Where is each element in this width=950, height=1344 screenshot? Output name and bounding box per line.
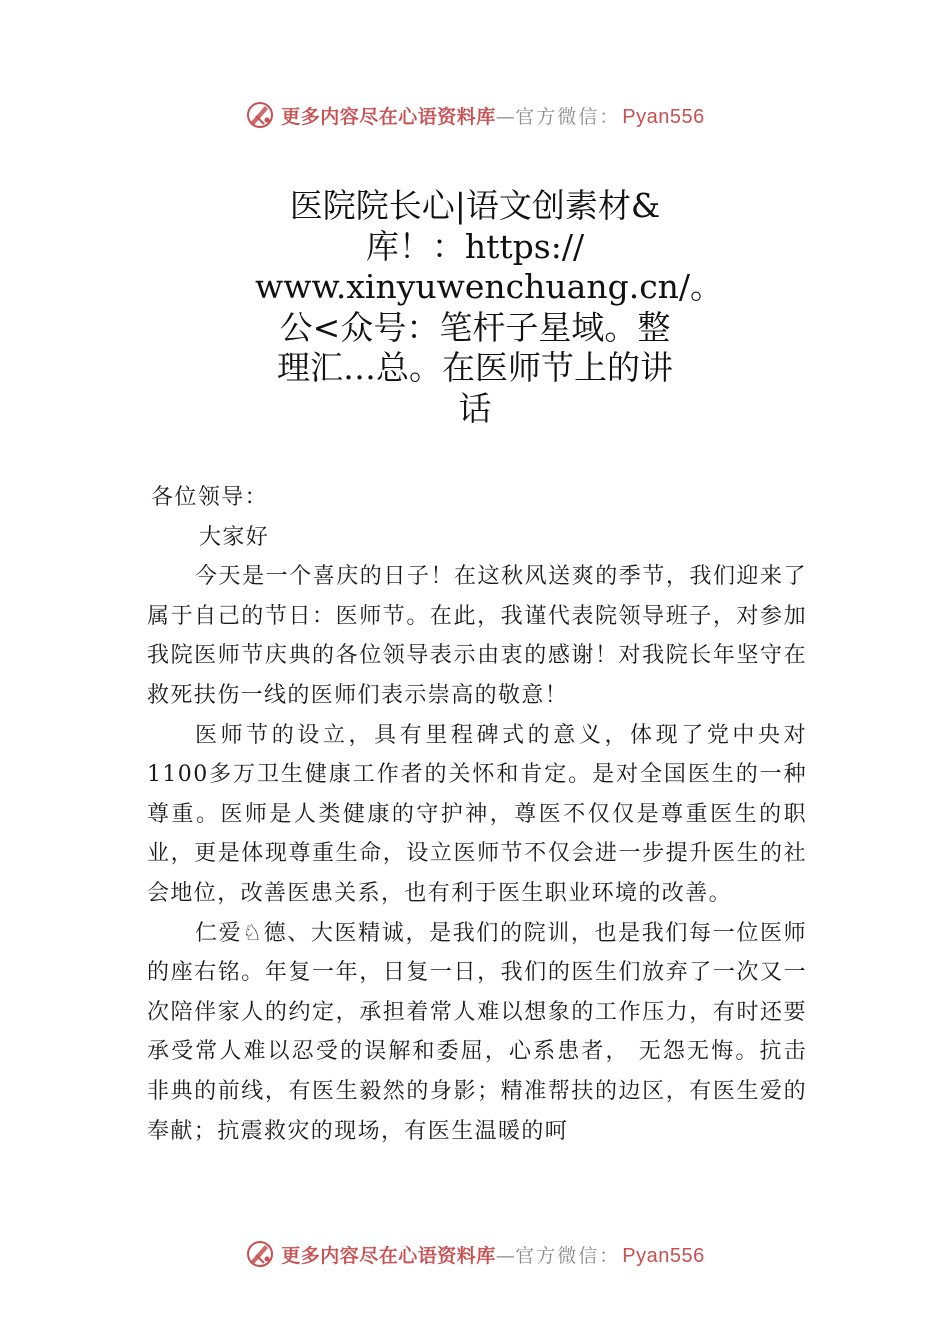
- title-line: 理汇…总。在医师节上的讲: [277, 348, 673, 387]
- watermark-separator: —: [495, 105, 516, 128]
- watermark-wechat-label: 官方微信：: [515, 105, 621, 128]
- watermark-wechat-label: 官方微信：: [515, 1244, 621, 1267]
- title-line: 医院院长心|语文创素材&: [289, 186, 661, 225]
- title-line: 话: [458, 388, 492, 428]
- title-line: 库！：https://: [365, 226, 585, 266]
- greeting: 大家好: [199, 524, 270, 550]
- salutation: 各位领导：: [151, 485, 269, 510]
- body-paragraph: 今天是一个喜庆的日子！在这秋风送爽的季节，我们迎来了属于自己的节日：医师节。在此，我谨代表院领导班子，对参加我院医师节庆典的各位领导表示由衷的感谢！对我院长年坚守在救死扶伤一线的医师们表示崇高的敬意！: [147, 564, 807, 708]
- document-title: [255, 186, 724, 429]
- title-line: www.xinyuwenchuang.cn/。: [255, 267, 724, 306]
- feather-pen-logo-icon: [245, 100, 275, 130]
- body-paragraph: 医师节的设立，具有里程碑式的意义，体现了党中央对1100多万卫生健康工作者的关怀和肯定。是对全国医生的一种尊重。医师是人类健康的守护神，尊医不仅仅是尊重医生的职业，更是体现尊重生命，设立医师节不仅会进一步提升医生的社会地位，改善医患关系，也有利于医生职业环境的改善。: [147, 722, 807, 906]
- watermark-wechat-id: Pyan556: [622, 1244, 705, 1267]
- watermark-main-text: 更多内容尽在心语资料库: [281, 1244, 496, 1267]
- watermark-main-text: 更多内容尽在心语资料库: [281, 105, 496, 128]
- body-paragraph: 仁爱♘德、大医精诚，是我们的院训，也是我们每一位医师的座右铭。年复一年，日复一日，我们的医生们放弃了一次又一次陪伴家人的约定，承担着常人难以想象的工作压力，有时还要承受常人难以忍受的误解和委屈，心系患者， 无怨无悔。抗击非典的前线，有医生毅然的身影；精准帮扶的边区，有医生爱的奉献；抗震救灾的现场，有医生温暖的呵: [147, 920, 807, 1144]
- document-body: [147, 478, 807, 1151]
- watermark-wechat-id: Pyan556: [622, 105, 705, 128]
- watermark-separator: —: [495, 1244, 516, 1267]
- title-line: 公<众号：笔杆子星域。整: [279, 307, 671, 347]
- feather-pen-logo-icon: [245, 1239, 275, 1269]
- footer-watermark: [0, 1232, 950, 1276]
- header-watermark: [0, 93, 950, 137]
